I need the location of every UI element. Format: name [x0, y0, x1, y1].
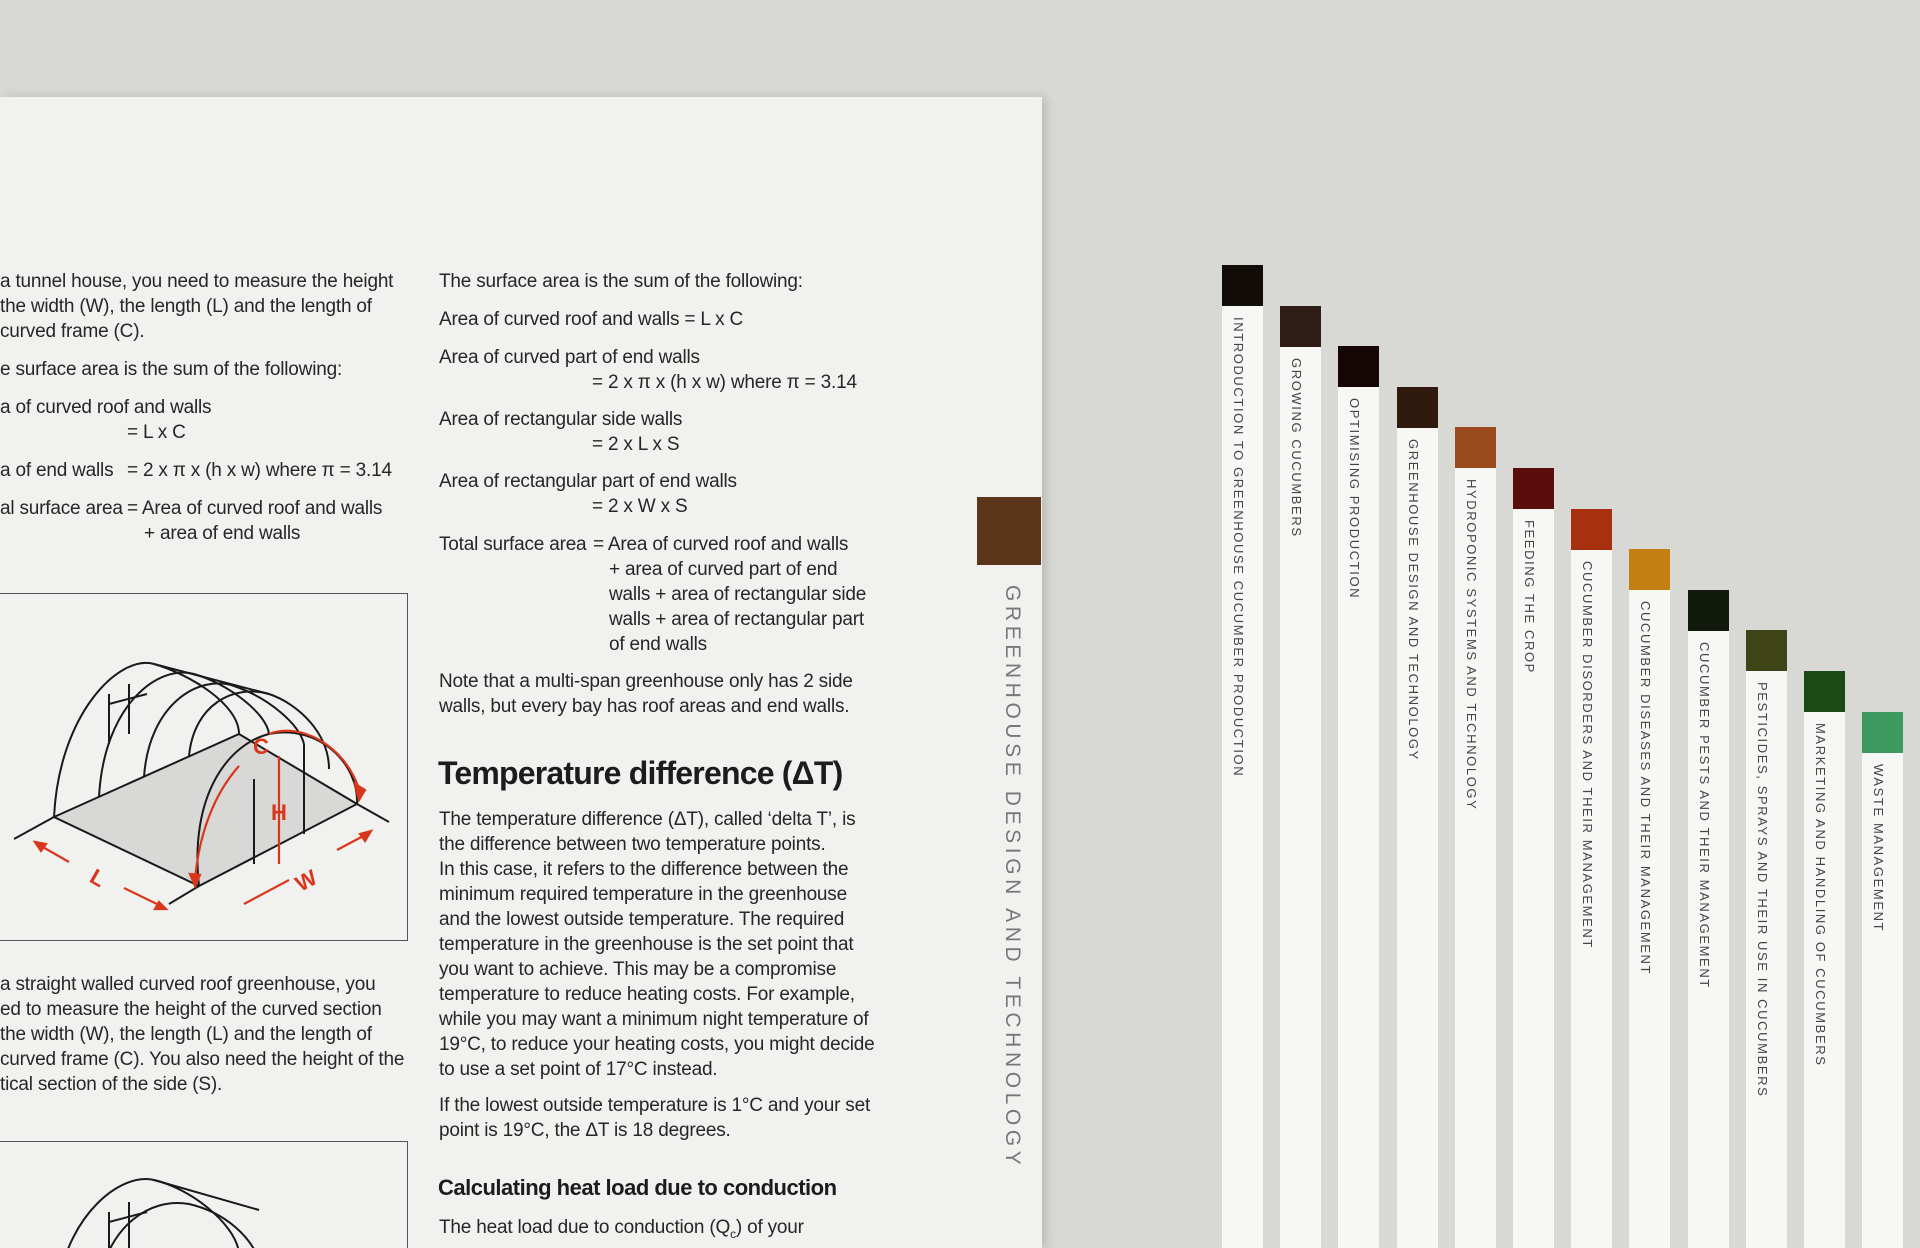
- chapter-tab-label: GREENHOUSE DESIGN AND TECHNOLOGY: [1406, 439, 1421, 761]
- chapter-tab-label: OPTIMISING PRODUCTION: [1347, 398, 1362, 600]
- text-line: If the lowest outside temperature is 1°C and your set: [439, 1095, 871, 1116]
- chapter-tab-label: CUCUMBER DISORDERS AND THEIR MANAGEMENT: [1580, 561, 1595, 949]
- text-line: curved frame (C). You also need the height of the: [0, 1049, 405, 1070]
- document-page: [0, 97, 1042, 1248]
- chapter-tab-swatch: [1629, 549, 1670, 590]
- chapter-tab[interactable]: [1280, 306, 1321, 1248]
- left-para-3: [0, 972, 404, 1097]
- straight-wall-diagram: [0, 1141, 408, 1248]
- right-rect-side-label: Area of rectangular side walls: [439, 409, 683, 430]
- chapter-tab-label: INTRODUCTION TO GREENHOUSE CUCUMBER PRODUCTION: [1231, 317, 1246, 778]
- chapter-tab-swatch: [1455, 427, 1496, 468]
- chapter-tab[interactable]: [1338, 346, 1379, 1248]
- text-line: Note that a multi-span greenhouse only has 2 side: [439, 671, 853, 692]
- left-total-label: al surface area: [0, 498, 123, 519]
- left-total-formula-2: + area of end walls: [144, 523, 301, 544]
- text-line: ed to measure the height of the curved section: [0, 999, 382, 1020]
- last-line-a: The heat load due to conduction (Q: [439, 1217, 731, 1238]
- chapter-tab[interactable]: [1688, 590, 1729, 1248]
- chapter-tab[interactable]: [1513, 468, 1554, 1248]
- left-end-label: a of end walls: [0, 460, 114, 481]
- text-line: you want to achieve. This may be a compromise: [439, 959, 837, 980]
- text-line: the difference between two temperature points.: [439, 834, 826, 855]
- chapter-tab[interactable]: [1629, 549, 1670, 1248]
- chapter-tab[interactable]: [1455, 427, 1496, 1248]
- left-total-formula-1: = Area of curved roof and walls: [127, 498, 383, 519]
- right-curved-end-label: Area of curved part of end walls: [439, 347, 700, 368]
- chapter-tab-label: PESTICIDES, SPRAYS AND THEIR USE IN CUCUMBERS: [1755, 682, 1770, 1098]
- text-line: to use a set point of 17°C instead.: [439, 1059, 718, 1080]
- right-body: [439, 807, 875, 1082]
- subheading: Calculating heat load due to conduction: [438, 1175, 837, 1200]
- right-rect-end-formula: = 2 x W x S: [592, 496, 688, 517]
- text-line: In this case, it refers to the difference between the: [439, 859, 849, 880]
- label-h: H: [271, 800, 287, 825]
- chapter-tab-swatch: [1513, 468, 1554, 509]
- chapter-tab-label: WASTE MANAGEMENT: [1871, 764, 1886, 933]
- left-para-2: e surface area is the sum of the following:: [0, 359, 343, 380]
- text-line: walls + area of rectangular side: [609, 584, 867, 605]
- right-rect-end-label: Area of rectangular part of end walls: [439, 471, 737, 492]
- chapter-side-title: GREENHOUSE DESIGN AND TECHNOLOGY: [1001, 585, 1024, 1170]
- chapter-tab[interactable]: [1571, 509, 1612, 1248]
- text-line: 19°C, to reduce your heating costs, you might decide: [439, 1034, 875, 1055]
- text-line: The temperature difference (ΔT), called ‘delta T’, is: [439, 809, 856, 830]
- label-w: W: [291, 864, 322, 897]
- tunnel-house-diagram: [0, 593, 408, 941]
- text-line: a straight walled curved roof greenhouse, you: [0, 974, 376, 995]
- label-l: L: [85, 863, 110, 893]
- text-line: of end walls: [609, 634, 707, 655]
- chapter-tab[interactable]: [1804, 671, 1845, 1248]
- text-line: while you may want a minimum night temperature of: [439, 1009, 869, 1030]
- text-line: walls + area of rectangular part: [609, 609, 864, 630]
- text-line: point is 19°C, the ΔT is 18 degrees.: [439, 1120, 731, 1141]
- chapter-tab-swatch: [1338, 346, 1379, 387]
- right-note: [439, 669, 853, 719]
- chapter-tab-swatch: [1688, 590, 1729, 631]
- left-roof-label: a of curved roof and walls: [0, 397, 212, 418]
- right-intro: The surface area is the sum of the following:: [439, 271, 803, 292]
- text-line: curved frame (C).: [0, 321, 145, 342]
- last-line-b: ) of your: [735, 1217, 804, 1238]
- text-line: walls, but every bay has roof areas and end walls.: [439, 696, 850, 717]
- chapter-tab-swatch: [1746, 630, 1787, 671]
- chapter-tab-label: MARKETING AND HANDLING OF CUCUMBERS: [1813, 723, 1828, 1067]
- chapter-tab-label: CUCUMBER DISEASES AND THEIR MANAGEMENT: [1638, 601, 1653, 976]
- right-total-label: Total surface area: [439, 534, 587, 555]
- left-end-formula: = 2 x π x (h x w) where π = 3.14: [127, 460, 392, 481]
- chapter-tab-label: GROWING CUCUMBERS: [1289, 358, 1304, 538]
- right-roof: Area of curved roof and walls = L x C: [439, 309, 743, 330]
- text-line: and the lowest outside temperature. The required: [439, 909, 845, 930]
- chapter-tab-label: CUCUMBER PESTS AND THEIR MANAGEMENT: [1697, 642, 1712, 989]
- chapter-tab[interactable]: [1862, 712, 1903, 1248]
- chapter-tab-swatch: [1222, 265, 1263, 306]
- chapter-color-tab: [977, 497, 1041, 565]
- text-line: minimum required temperature in the greenhouse: [439, 884, 847, 905]
- text-line: temperature to reduce heating costs. For example,: [439, 984, 855, 1005]
- straight-wall-illustration: [0, 1142, 407, 1248]
- section-heading: Temperature difference (ΔT): [438, 755, 843, 791]
- left-roof-formula: = L x C: [127, 422, 186, 443]
- text-line: temperature in the greenhouse is the set point that: [439, 934, 854, 955]
- chapter-tab-swatch: [1804, 671, 1845, 712]
- right-body-2: [439, 1093, 870, 1143]
- chapter-tab-swatch: [1571, 509, 1612, 550]
- right-last-line: [439, 1215, 804, 1247]
- label-c: C: [253, 734, 269, 759]
- text-line: + area of curved part of end: [609, 559, 838, 580]
- tunnel-house-illustration: [0, 594, 407, 940]
- text-line: the width (W), the length (L) and the length of: [0, 1024, 372, 1045]
- text-line: the width (W), the length (L) and the length of: [0, 296, 372, 317]
- chapter-tab[interactable]: [1222, 265, 1263, 1248]
- chapter-tab-label: HYDROPONIC SYSTEMS AND TECHNOLOGY: [1464, 479, 1479, 811]
- last-line-sub: c: [730, 1226, 736, 1241]
- chapter-tab[interactable]: [1746, 630, 1787, 1248]
- text-line: a tunnel house, you need to measure the height: [0, 271, 394, 292]
- right-curved-end-formula: = 2 x π x (h x w) where π = 3.14: [592, 372, 857, 393]
- right-total-formula: [593, 532, 866, 657]
- chapter-tab-label: FEEDING THE CROP: [1522, 520, 1537, 674]
- left-para-1: [0, 269, 393, 344]
- chapter-tab-swatch: [1397, 387, 1438, 428]
- text-line: = Area of curved roof and walls: [593, 534, 849, 555]
- chapter-tab[interactable]: [1397, 387, 1438, 1248]
- right-rect-side-formula: = 2 x L x S: [592, 434, 680, 455]
- chapter-tab-swatch: [1862, 712, 1903, 753]
- chapter-tab-swatch: [1280, 306, 1321, 347]
- text-line: tical section of the side (S).: [0, 1074, 223, 1095]
